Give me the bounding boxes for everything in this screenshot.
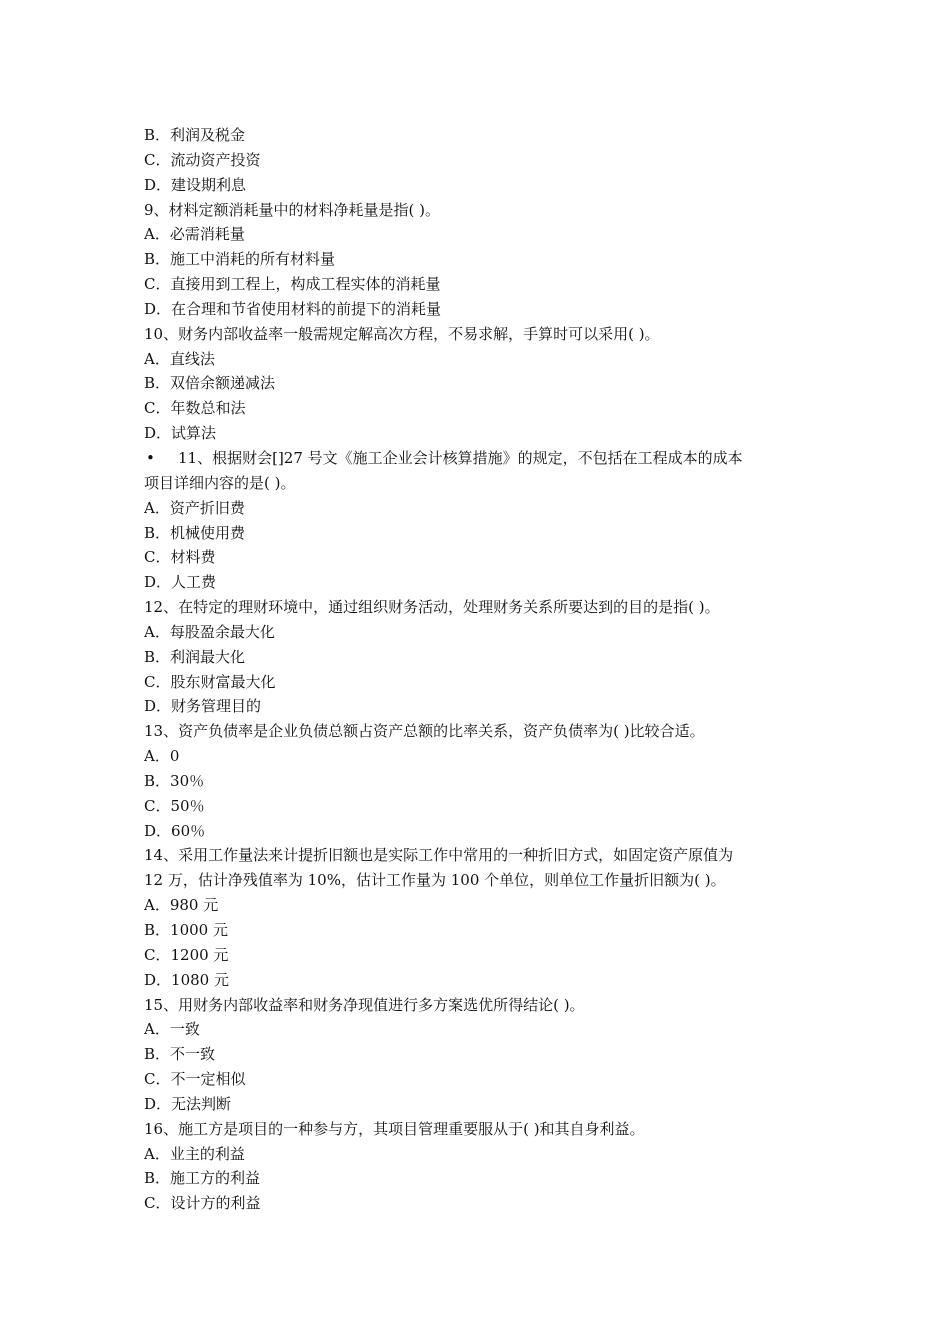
question-line: 12、在特定的理财环境中，通过组织财务活动，处理财务关系所要达到的目的是指( )。 — [144, 598, 720, 617]
option-line: D．无法判断 — [144, 1094, 232, 1113]
option-line: C．股东财富最大化 — [144, 672, 276, 691]
question-line: 13、资产负债率是企业负债总额占资产总额的比率关系，资产负债率为( )比较合适。 — [144, 722, 705, 741]
document-body — [144, 123, 814, 1216]
option-line: C．设计方的利益 — [144, 1194, 261, 1213]
question-line: 15、用财务内部收益率和财务净现值进行多方案选优所得结论( )。 — [144, 995, 585, 1014]
option-line: A．0 — [144, 747, 180, 766]
option-line: B．1000 元 — [144, 921, 228, 939]
question-line: 14、采用工作量法来计提折旧额也是实际工作中常用的一种折旧方式，如固定资产原值为 — [144, 846, 734, 865]
question-line: 10、财务内部收益率一般需规定解高次方程，不易求解，手算时可以采用( )。 — [144, 324, 660, 343]
option-line: C．1200 元 — [144, 945, 229, 964]
question-line: 9、材料定额消耗量中的材料净耗量是指( )。 — [144, 200, 441, 219]
option-line: C．年数总和法 — [144, 399, 246, 418]
option-line: D．60％ — [144, 821, 206, 840]
option-line: A．980 元 — [144, 896, 219, 915]
option-line: D．1080 元 — [144, 970, 229, 989]
option-line: B．不一致 — [144, 1045, 216, 1064]
option-line: A．资产折旧费 — [144, 498, 245, 517]
option-line: B．施工方的利益 — [144, 1169, 261, 1188]
option-line: D．试算法 — [144, 424, 217, 443]
option-line: A．必需消耗量 — [144, 225, 245, 244]
option-line: A．业主的利益 — [144, 1144, 245, 1163]
option-line: B．利润及税金 — [144, 126, 246, 144]
bulleted-question-line — [144, 446, 814, 471]
option-line: A．直线法 — [144, 349, 215, 368]
option-line: B．机械使用费 — [144, 523, 246, 542]
question-line-continued: 12 万，估计净残值率为 10%，估计工作量为 100 个单位，则单位工作量折旧额为( )。 — [144, 871, 726, 890]
option-line: C．流动资产投资 — [144, 150, 261, 169]
option-line: B．施工中消耗的所有材料量 — [144, 250, 336, 269]
option-line: C．不一定相似 — [144, 1070, 246, 1089]
option-line: B．30％ — [144, 771, 205, 790]
option-line: A．每股盈余最大化 — [144, 622, 275, 641]
option-line: B．利润最大化 — [144, 647, 246, 666]
option-line: C．直接用到工程上，构成工程实体的消耗量 — [144, 275, 441, 294]
option-line: D．财务管理目的 — [144, 697, 262, 716]
option-line: C．50％ — [144, 796, 205, 815]
option-line: A．一致 — [144, 1020, 200, 1039]
option-line: D．建设期利息 — [144, 175, 247, 194]
option-line: D．人工费 — [144, 573, 217, 592]
option-line: B．双倍余额递减法 — [144, 374, 276, 393]
option-line: D．在合理和节省使用材料的前提下的消耗量 — [144, 299, 442, 318]
question-text: 11、根据财会[]27 号文《施工企业会计核算措施》的规定，不包括在工程成本的成本 — [178, 448, 743, 467]
question-line-continued: 项目详细内容的是( )。 — [144, 473, 296, 492]
question-line: 16、施工方是项目的一种参与方，其项目管理重要服从于( )和其自身利益。 — [144, 1119, 645, 1138]
bullet-icon: • — [146, 448, 155, 467]
option-line: C．材料费 — [144, 548, 216, 567]
